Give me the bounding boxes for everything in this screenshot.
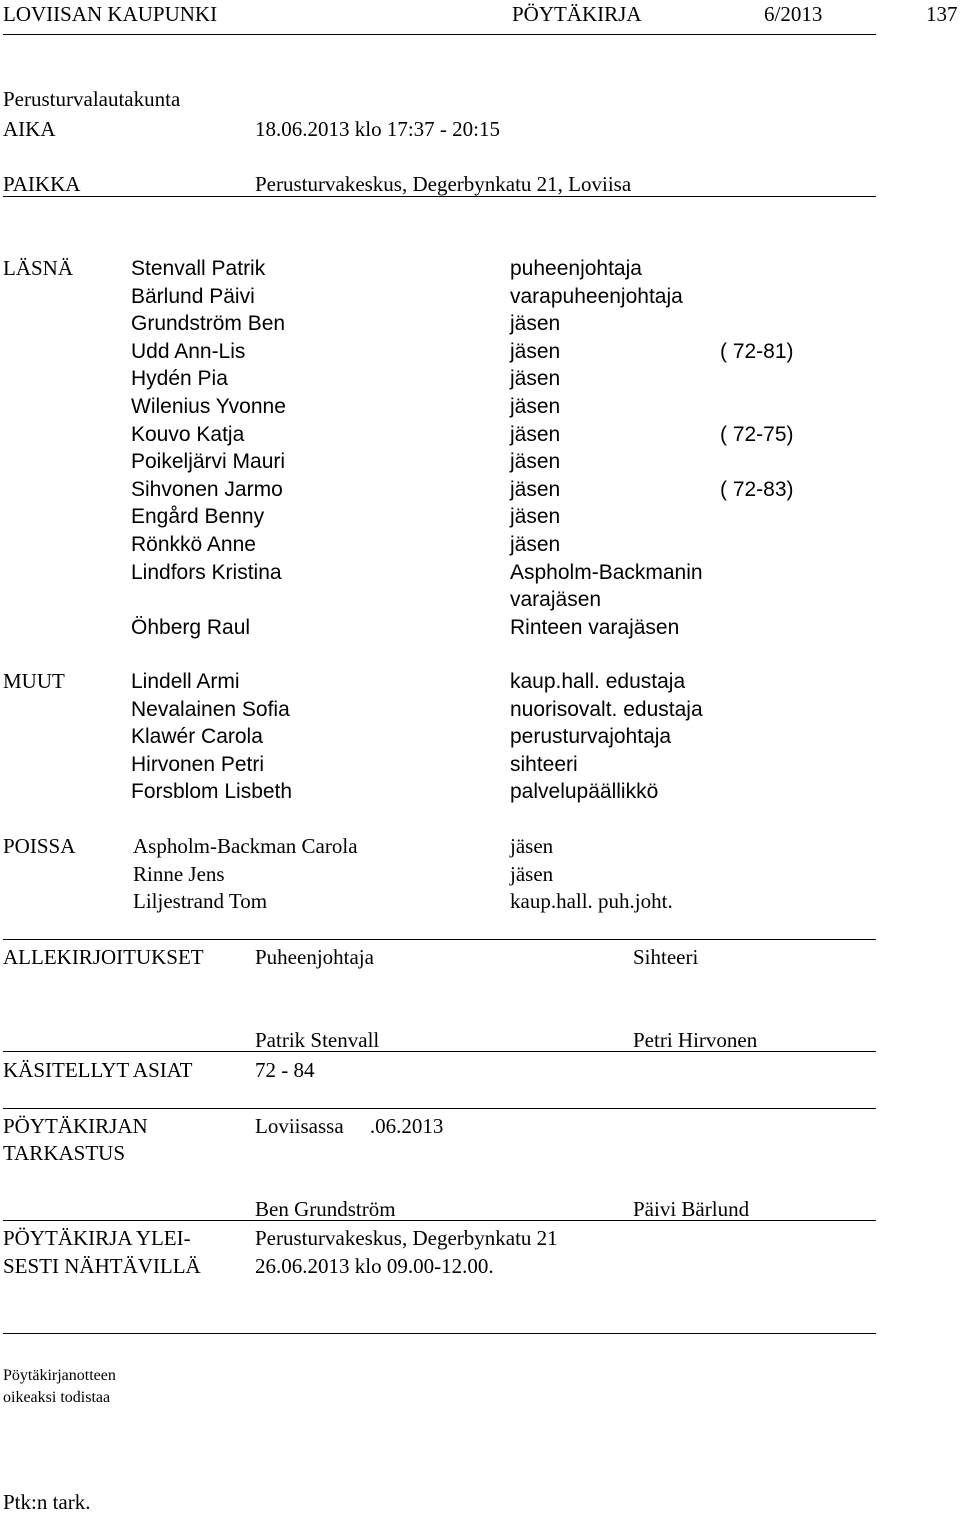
absent-role: jäsen [510,861,554,886]
other-role: palvelupäällikkö [510,780,659,804]
absent-name: Aspholm-Backman Carola [133,834,358,858]
place-label: PAIKKA [3,172,81,196]
absent-name: Liljestrand Tom [133,889,268,914]
member-role: jäsen [510,533,561,556]
absent-role: kaup.hall. puh.joht. [510,889,673,914]
time-value: 18.06.2013 klo 17:37 - 20:15 [255,117,500,141]
member-name: Engård Benny [131,505,265,529]
signatures-bottom-divider [3,1051,876,1052]
member-role: varapuheenjohtaja [510,284,683,308]
secretary-title: Sihteeri [633,945,699,969]
member-role: jäsen [510,422,561,446]
header-number: 6/2013 [764,2,823,26]
member-role: jäsen [510,339,561,363]
header-page-number: 137 [926,2,958,26]
member-attendance-note: ( 72-75) [720,422,794,446]
place-divider [3,196,876,197]
present-label: LÄSNÄ [3,256,74,280]
member-attendance-note: ( 72-83) [720,477,794,501]
public-time: 26.06.2013 klo 09.00-12.00. [255,1254,494,1278]
other-role: nuorisovalt. edustaja [510,697,703,721]
member-role: Aspholm-Backmanin [510,560,703,584]
member-role: Rinteen varajäsen [510,615,680,639]
member-name: Poikeljärvi Mauri [131,450,286,474]
review-label-line2: TARKASTUS [3,1141,126,1165]
member-role: puheenjohtaja [510,257,642,280]
reviewer-2: Päivi Bärlund [633,1197,750,1221]
certify-line1: Pöytäkirjanotteen [3,1367,116,1384]
member-role: jäsen [510,395,561,418]
reviewer-1: Ben Grundström [255,1197,396,1221]
member-name: Kouvo Katja [131,422,245,446]
member-role: jäsen [510,477,561,501]
others-label: MUUT [3,669,65,693]
time-label: AIKA [3,117,56,141]
member-name: Rönkkö Anne [131,533,256,556]
member-role: jäsen [510,312,561,336]
absent-label: POISSA [3,834,76,858]
items-divider [3,1108,876,1109]
other-name: Hirvonen Petri [131,752,265,776]
public-label-line2: SESTI NÄHTÄVILLÄ [3,1254,201,1278]
place-value: Perusturvakeskus, Degerbynkatu 21, Loviisa [255,172,632,196]
review-place-date: Loviisassa .06.2013 [255,1114,444,1138]
absent-name: Rinne Jens [133,861,225,886]
other-name: Forsblom Lisbeth [131,780,293,804]
chair-title: Puheenjohtaja [255,945,374,969]
member-name: Grundström Ben [131,312,286,336]
header-org: LOVIISAN KAUPUNKI [3,2,218,26]
member-name: Öhberg Raul [131,615,251,639]
public-label-line1: PÖYTÄKIRJA YLEI- [3,1226,191,1250]
signatures-label: ALLEKIRJOITUKSET [3,945,204,969]
ptk-label: Ptk:n tark. [3,1490,91,1514]
member-name: Sihvonen Jarmo [131,477,283,501]
public-divider [3,1333,876,1334]
header-divider [3,34,876,35]
member-role: jäsen [510,450,561,474]
member-role: jäsen [510,367,561,391]
certify-line2: oikeaksi todistaa [3,1389,111,1406]
member-name: Lindfors Kristina [131,560,282,584]
member-name: Wilenius Yvonne [131,395,286,418]
member-role: jäsen [510,505,561,529]
member-name: Stenvall Patrik [131,257,266,280]
member-attendance-note: ( 72-81) [720,339,794,363]
review-label-line1: PÖYTÄKIRJAN [3,1114,148,1138]
chair-name: Patrik Stenvall [255,1028,380,1052]
other-role: perusturvajohtaja [510,725,672,749]
public-place: Perusturvakeskus, Degerbynkatu 21 [255,1226,558,1250]
other-name: Nevalainen Sofia [131,697,290,721]
header-doc-type: PÖYTÄKIRJA [512,2,642,26]
review-divider [3,1220,876,1221]
other-name: Klawér Carola [131,725,263,749]
member-name: Bärlund Päivi [131,284,255,308]
body-name: Perusturvalautakunta [3,87,181,111]
member-name: Hydén Pia [131,367,228,391]
member-role: varajäsen [510,588,602,612]
items-label: KÄSITELLYT ASIAT [3,1058,193,1082]
member-name: Udd Ann-Lis [131,339,246,363]
secretary-name: Petri Hirvonen [633,1028,758,1052]
other-role: sihteeri [510,752,578,776]
items-value: 72 - 84 [255,1058,315,1082]
absent-role: jäsen [510,834,554,858]
other-name: Lindell Armi [131,670,240,693]
signatures-divider [3,939,876,940]
other-role: kaup.hall. edustaja [510,670,686,693]
